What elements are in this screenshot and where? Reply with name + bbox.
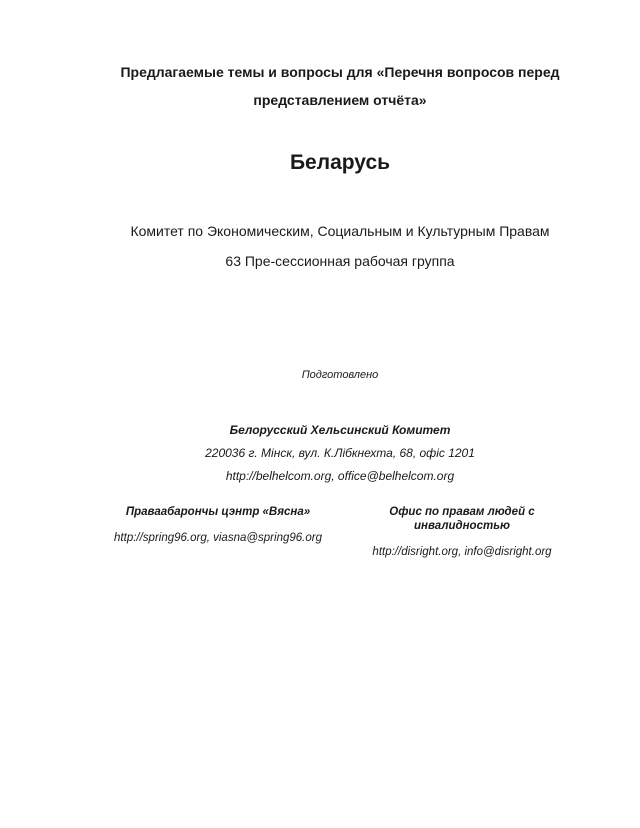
country-heading: Беларусь [289,151,391,174]
partner-org-disright-name: Офис по правам людей с инвалидностью [389,506,535,532]
main-organization-block [96,423,584,483]
prepared-by-label: Подготовлено [301,369,379,381]
partner-org-disright [340,505,584,559]
partner-org-disright-contacts: http://disright.org, info@disright.org [372,546,552,558]
partner-org-viasna [96,505,340,559]
main-org-contacts: http://belhelcom.org, office@belhelcom.org [225,469,455,483]
document-title: Предлагаемые темы и вопросы для «Перечня вопросов перед представлением отчёта» [120,64,560,108]
partner-org-viasna-name: Праваабарончы цэнтр «Вясна» [125,506,311,518]
partner-organizations-row [96,505,584,559]
main-org-name: Белорусский Хельсинский Комитет [229,423,451,437]
main-org-address: 220036 г. Мінск, вул. К.Лібкнехта, 68, офіс 1201 [205,446,475,460]
committee-line: Комитет по Экономическим, Социальным и Культурным Правам [130,223,550,239]
session-line: 63 Пре-сессионная рабочая группа [225,253,455,269]
partner-org-viasna-contacts: http://spring96.org, viasna@spring96.org [114,532,322,544]
